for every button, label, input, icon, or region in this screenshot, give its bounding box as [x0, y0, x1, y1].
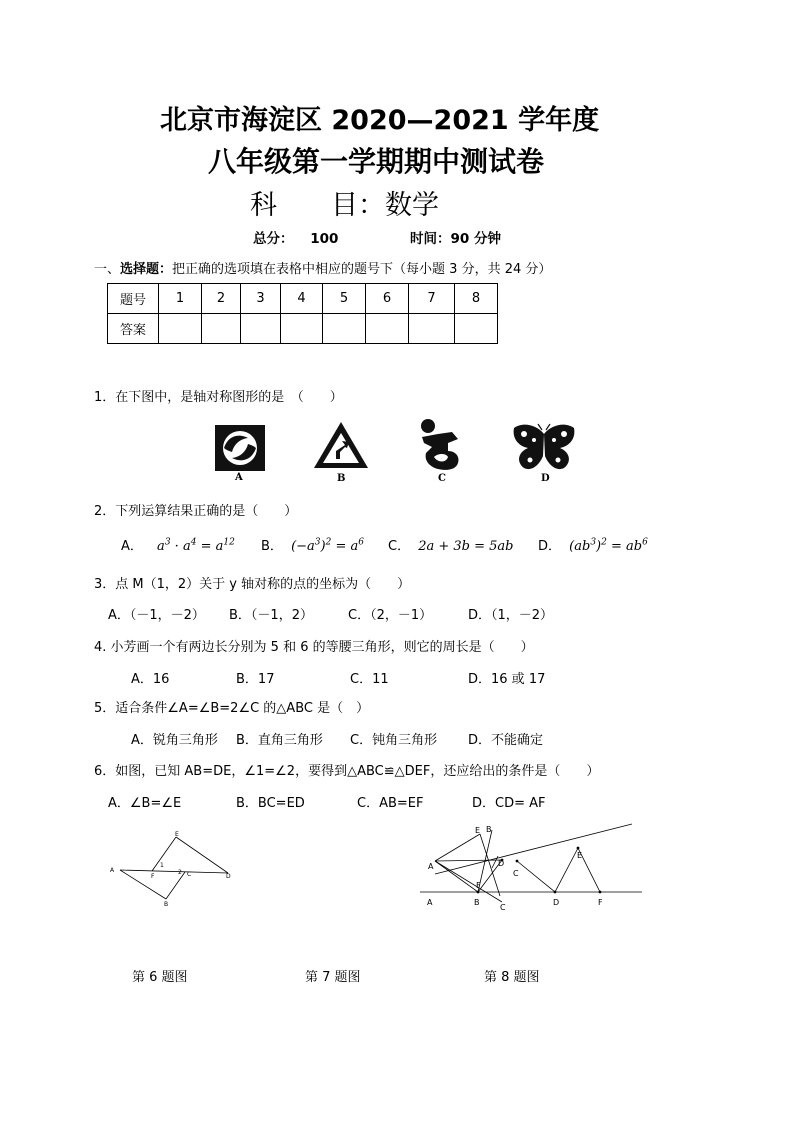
answer-table	[107, 283, 498, 344]
question-3: 3．点 M（1，2）关于 y 轴对称的点的坐标为（ ）	[94, 577, 411, 592]
table-row	[108, 284, 498, 314]
q1-label-d: D	[541, 473, 550, 484]
table-cell: 7	[409, 284, 455, 314]
question-6: 6．如图，已知 AB=DE，∠1=∠2，要得到△ABC≌△DEF，还应给出的条件是（ ）	[94, 764, 600, 779]
option-label: A．	[121, 539, 143, 554]
q5-option-d: D．不能确定	[468, 733, 544, 748]
q1-figure-b	[312, 420, 370, 472]
answer-cell[interactable]	[409, 314, 455, 344]
caption-fig6: 第 6 题图	[132, 970, 188, 985]
q3-option-c: C．（2，－1）	[348, 608, 433, 623]
q1-label-a: A	[235, 472, 243, 483]
section-rest: 把正确的选项填在表格中相应的题号下（每小题 3 分，共 24 分）	[172, 262, 552, 277]
option-math: $(-a^3)^2 = a^6$	[291, 537, 364, 554]
q3-option-b: B．（－1，2）	[229, 608, 313, 623]
table-cell: 4	[281, 284, 323, 314]
q2-option-b	[261, 535, 364, 554]
figure-7-8	[420, 818, 642, 914]
q3-option-d: D．（1，－2）	[468, 608, 554, 623]
page-title: 北京市海淀区 2020—2021 学年度	[160, 105, 600, 136]
subject-label: 科 目：数学	[250, 190, 439, 221]
table-cell: 8	[455, 284, 498, 314]
q6-option-d: D．CD= AF	[472, 796, 546, 811]
question-5: 5．适合条件∠A=∠B=2∠C 的△ABC 是（ ）	[94, 701, 370, 716]
fig6-label-b: B	[164, 901, 169, 908]
section-prefix: 一、	[94, 262, 121, 277]
q2-option-a	[121, 535, 235, 554]
fig6-label-d: D	[226, 873, 231, 880]
answer-cell[interactable]	[241, 314, 281, 344]
caption-fig7: 第 7 题图	[305, 970, 361, 985]
fig6-label-e: E	[175, 831, 179, 838]
q6-option-c: C．AB=EF	[357, 796, 424, 811]
q3-option-a: A．（－1，－2）	[108, 608, 205, 623]
fig7-label-f: F	[476, 881, 481, 890]
total-score-label: 总分：	[253, 231, 294, 247]
question-2: 2．下列运算结果正确的是（ ）	[94, 504, 298, 519]
q6-option-b: B．BC=ED	[236, 796, 305, 811]
section-heading	[94, 258, 551, 277]
fig6-label-1: 1	[160, 862, 164, 869]
q2-option-c	[388, 535, 514, 554]
fig8-label-c: C	[513, 869, 519, 878]
fig6-label-a: A	[110, 867, 115, 874]
table-cell: 题号	[108, 284, 159, 314]
q5-option-c: C．钝角三角形	[350, 733, 438, 748]
q1-figure-d	[510, 422, 578, 474]
answer-cell[interactable]	[323, 314, 366, 344]
q2-option-d	[538, 535, 648, 554]
option-math: 2a + 3b = 5ab	[418, 539, 514, 554]
table-cell: 答案	[108, 314, 159, 344]
page-subtitle: 八年级第一学期期中测试卷	[208, 145, 545, 178]
fig6-label-2: 2	[178, 869, 182, 876]
fig8-label-f: F	[598, 898, 603, 907]
option-label: B．	[261, 539, 283, 554]
fig8-label-d: D	[553, 898, 560, 907]
q1-label-c: C	[438, 473, 446, 484]
answer-cell[interactable]	[202, 314, 241, 344]
option-label: D．	[538, 539, 562, 554]
q4-option-d: D．16 或 17	[468, 672, 546, 687]
answer-cell[interactable]	[366, 314, 409, 344]
time-limit: 时间：90 分钟	[410, 231, 501, 247]
q4-option-a: A．16	[131, 672, 170, 687]
option-math: $a^3 \cdot a^4 = a^{12}$	[157, 537, 235, 554]
q1-figure-a	[214, 424, 266, 474]
table-cell: 3	[241, 284, 281, 314]
table-cell: 6	[366, 284, 409, 314]
section-bold: 选择题：	[120, 262, 173, 277]
q5-option-b: B．直角三角形	[236, 733, 323, 748]
fig8-label-a: A	[427, 898, 433, 907]
q6-option-a: A．∠B=∠E	[108, 796, 182, 811]
fig6-label-c: C	[187, 871, 192, 878]
caption-fig8: 第 8 题图	[484, 970, 540, 985]
q5-option-a: A．锐角三角形	[131, 733, 218, 748]
table-cell: 1	[159, 284, 202, 314]
option-label: C．	[388, 539, 411, 554]
q1-figure-c	[418, 417, 462, 473]
total-score-value: 100	[310, 231, 339, 247]
question-4: 4. 小芳画一个有两边长分别为 5 和 6 的等腰三角形，则它的周长是（ ）	[94, 640, 534, 655]
q1-label-b: B	[337, 473, 346, 484]
fig6-label-f: F	[151, 873, 155, 880]
fig7-label-c: C	[500, 903, 506, 912]
q4-option-c: C．11	[350, 672, 389, 687]
fig7-label-d: D	[498, 859, 505, 868]
table-cell: 5	[323, 284, 366, 314]
option-math: $(ab^3)^2 = ab^6$	[569, 537, 648, 554]
q4-option-b: B．17	[236, 672, 275, 687]
fig7-label-a: A	[428, 862, 434, 871]
fig8-label-b: B	[474, 898, 480, 907]
total-score	[253, 227, 338, 247]
question-1: 1．在下图中，是轴对称图形的是 （ ）	[94, 390, 343, 405]
answer-cell[interactable]	[281, 314, 323, 344]
table-cell: 2	[202, 284, 241, 314]
answer-cell[interactable]	[455, 314, 498, 344]
fig7-label-b: B	[486, 825, 492, 834]
answer-cell[interactable]	[159, 314, 202, 344]
figure-6	[106, 828, 238, 908]
fig8-label-e: E	[577, 851, 583, 860]
table-row	[108, 314, 498, 344]
fig7-label-e: E	[475, 826, 481, 835]
